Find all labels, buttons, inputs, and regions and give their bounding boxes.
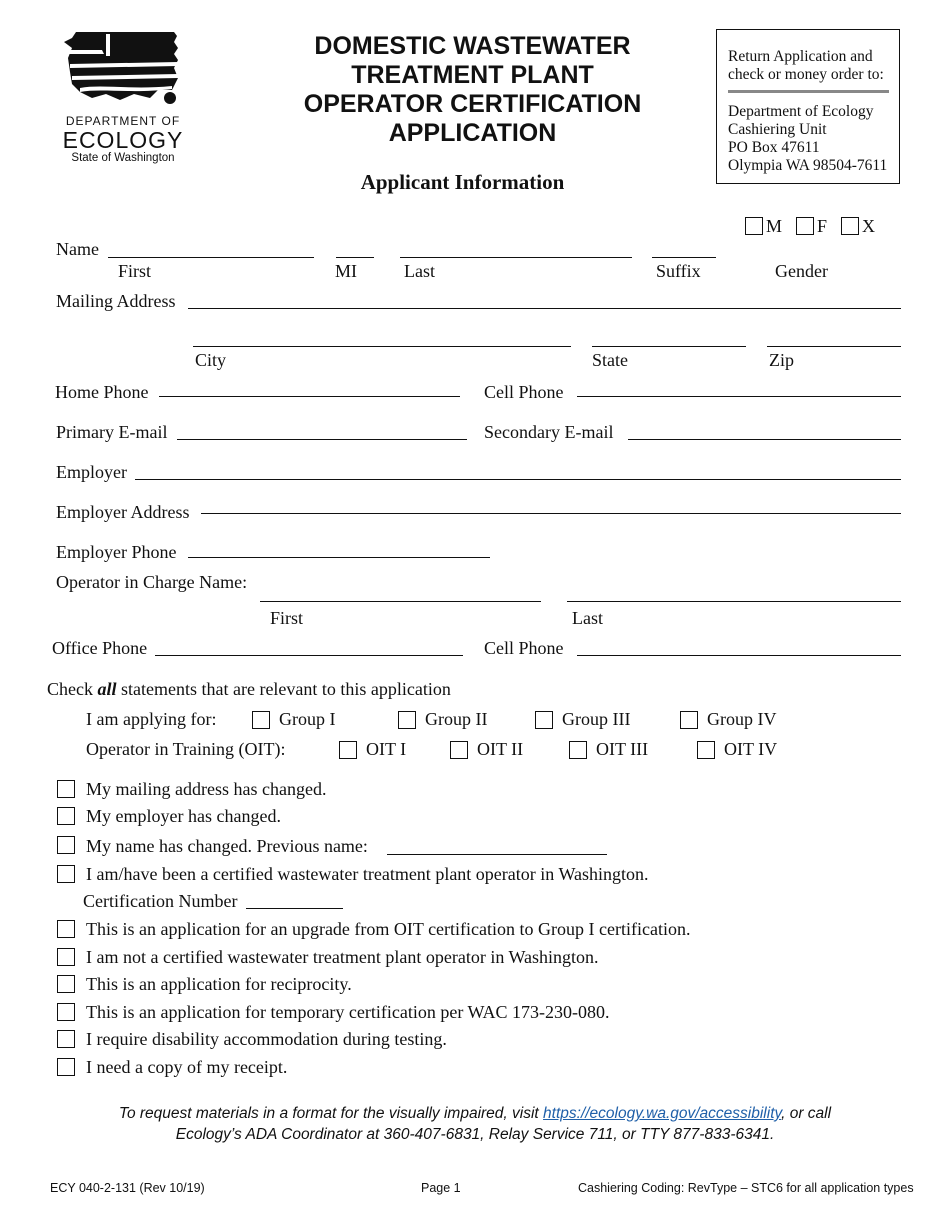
return-addr-3: PO Box 47611 (728, 139, 820, 156)
page-number: Page 1 (421, 1181, 461, 1195)
gender-x-label: X (862, 216, 875, 236)
employer-field[interactable] (135, 479, 901, 480)
oit-2-label: OIT II (477, 739, 524, 759)
title-line-2: TREATMENT PLANT (351, 61, 594, 89)
oit-1-checkbox[interactable] (339, 741, 357, 759)
return-line-1: Return Application and (728, 48, 873, 65)
statement-4-checkbox[interactable] (57, 865, 75, 883)
notice-part-2: , or call (781, 1105, 832, 1122)
statement-1-checkbox[interactable] (57, 780, 75, 798)
logo-ecology: ECOLOGY (62, 127, 184, 153)
group-4-label: Group IV (707, 709, 777, 729)
accessibility-notice (60, 1103, 890, 1145)
statement-8-checkbox[interactable] (57, 1003, 75, 1021)
logo-state: State of Washington (71, 152, 175, 164)
group-4-checkbox[interactable] (680, 711, 698, 729)
suffix-field[interactable] (652, 257, 716, 258)
mailing-address-label: Mailing Address (56, 291, 176, 311)
employer-phone-field[interactable] (188, 557, 490, 558)
return-address-box (716, 29, 900, 184)
mailing-address-field[interactable] (188, 308, 901, 309)
employer-address-label: Employer Address (56, 502, 190, 522)
state-caption: State (592, 350, 628, 370)
employer-address-field[interactable] (201, 513, 901, 514)
gender-caption: Gender (775, 261, 828, 281)
notice-part-1: To request materials in a format for the visually impaired, visit (118, 1105, 544, 1122)
cell-phone-label: Cell Phone (484, 382, 564, 402)
logo-department: DEPARTMENT OF (65, 114, 181, 128)
oit-label: Operator in Training (OIT): (86, 739, 286, 759)
section-title: Applicant Information (360, 170, 565, 194)
city-caption: City (195, 350, 227, 370)
office-phone-label: Office Phone (52, 638, 148, 658)
form-title (280, 32, 665, 148)
check-emphasis: all (97, 679, 117, 699)
statement-6: I am not a certified wastewater treatment plant operator in Washington. (86, 947, 599, 967)
last-name-field[interactable] (400, 257, 632, 258)
statement-7-checkbox[interactable] (57, 975, 75, 993)
oic-first-caption: First (270, 608, 304, 628)
oit-1-label: OIT I (366, 739, 407, 759)
check-prefix: Check (47, 679, 98, 699)
oic-first-field[interactable] (260, 601, 541, 602)
return-divider (728, 90, 889, 93)
statement-10: I need a copy of my receipt. (86, 1057, 288, 1077)
employer-phone-label: Employer Phone (56, 542, 177, 562)
statement-7: This is an application for reciprocity. (86, 974, 352, 994)
title-line-4: APPLICATION (388, 119, 557, 147)
accessibility-link[interactable]: https://ecology.wa.gov/accessibility (543, 1105, 782, 1122)
cell-phone-field[interactable] (577, 396, 901, 397)
mi-field[interactable] (336, 257, 374, 258)
statement-3-checkbox[interactable] (57, 836, 75, 854)
oic-last-field[interactable] (567, 601, 901, 602)
first-name-caption: First (118, 261, 152, 281)
home-phone-field[interactable] (159, 396, 460, 397)
group-2-checkbox[interactable] (398, 711, 416, 729)
statement-2-checkbox[interactable] (57, 807, 75, 825)
statement-4: I am/have been a certified wastewater treatment plant operator in Washington. (86, 864, 649, 884)
title-line-3: OPERATOR CERTIFICATION (303, 90, 642, 118)
name-label: Name (56, 239, 99, 259)
gender-x-checkbox[interactable] (841, 217, 859, 235)
gender-m-label: M (766, 216, 783, 236)
zip-field[interactable] (767, 346, 901, 347)
oit-4-checkbox[interactable] (697, 741, 715, 759)
employer-label: Employer (56, 462, 127, 482)
secondary-email-field[interactable] (628, 439, 901, 440)
statement-10-checkbox[interactable] (57, 1058, 75, 1076)
statement-2: My employer has changed. (86, 806, 281, 826)
group-2-label: Group II (425, 709, 488, 729)
statement-3: My name has changed. Previous name: (86, 836, 368, 856)
return-addr-4: Olympia WA 98504-7611 (728, 157, 888, 174)
last-name-caption: Last (404, 261, 435, 281)
statement-8: This is an application for temporary certification per WAC 173-230-080. (86, 1002, 610, 1022)
previous-name-field[interactable] (387, 854, 607, 855)
secondary-email-label: Secondary E-mail (484, 422, 614, 442)
gender-f-label: F (817, 216, 828, 236)
cert-number-label: Certification Number (83, 891, 238, 911)
statement-6-checkbox[interactable] (57, 948, 75, 966)
oic-cell-phone-field[interactable] (577, 655, 901, 656)
oic-label: Operator in Charge Name: (56, 572, 248, 592)
gender-f-checkbox[interactable] (796, 217, 814, 235)
statement-5: This is an application for an upgrade from OIT certification to Group I certification. (86, 919, 691, 939)
state-field[interactable] (592, 346, 746, 347)
statement-1: My mailing address has changed. (86, 779, 327, 799)
oic-cell-phone-label: Cell Phone (484, 638, 564, 658)
statement-9: I require disability accommodation during testing. (86, 1029, 447, 1049)
zip-caption: Zip (769, 350, 794, 370)
primary-email-field[interactable] (177, 439, 467, 440)
oit-3-label: OIT III (596, 739, 649, 759)
return-addr-2: Cashiering Unit (728, 121, 827, 138)
home-phone-label: Home Phone (55, 382, 149, 402)
statement-9-checkbox[interactable] (57, 1030, 75, 1048)
check-suffix: statements that are relevant to this application (116, 679, 451, 699)
primary-email-label: Primary E-mail (56, 422, 168, 442)
oic-last-caption: Last (572, 608, 603, 628)
mi-caption: MI (335, 261, 357, 281)
return-line-2: check or money order to: (728, 66, 884, 83)
oit-4-label: OIT IV (724, 739, 778, 759)
group-3-checkbox[interactable] (535, 711, 553, 729)
group-1-label: Group I (279, 709, 336, 729)
first-name-field[interactable] (108, 257, 314, 258)
gender-m-checkbox[interactable] (745, 217, 763, 235)
applying-for-label: I am applying for: (86, 709, 217, 729)
title-line-1: DOMESTIC WASTEWATER (314, 32, 631, 60)
statement-5-checkbox[interactable] (57, 920, 75, 938)
group-3-label: Group III (562, 709, 631, 729)
ecology-logo (62, 28, 184, 168)
cert-number-field[interactable] (246, 908, 343, 909)
notice-line-2: Ecology’s ADA Coordinator at 360-407-6831, Relay Service 711, or TTY 877-833-6341. (175, 1126, 775, 1143)
washington-state-logo-icon (62, 28, 184, 108)
form-id: ECY 040-2-131 (Rev 10/19) (50, 1181, 205, 1195)
suffix-caption: Suffix (656, 261, 701, 281)
oit-2-checkbox[interactable] (450, 741, 468, 759)
return-addr-1: Department of Ecology (728, 103, 874, 120)
city-field[interactable] (193, 346, 571, 347)
group-1-checkbox[interactable] (252, 711, 270, 729)
office-phone-field[interactable] (155, 655, 463, 656)
check-instruction (47, 680, 451, 698)
cashiering-coding: Cashiering Coding: RevType – STC6 for all application types (578, 1181, 914, 1195)
oit-3-checkbox[interactable] (569, 741, 587, 759)
